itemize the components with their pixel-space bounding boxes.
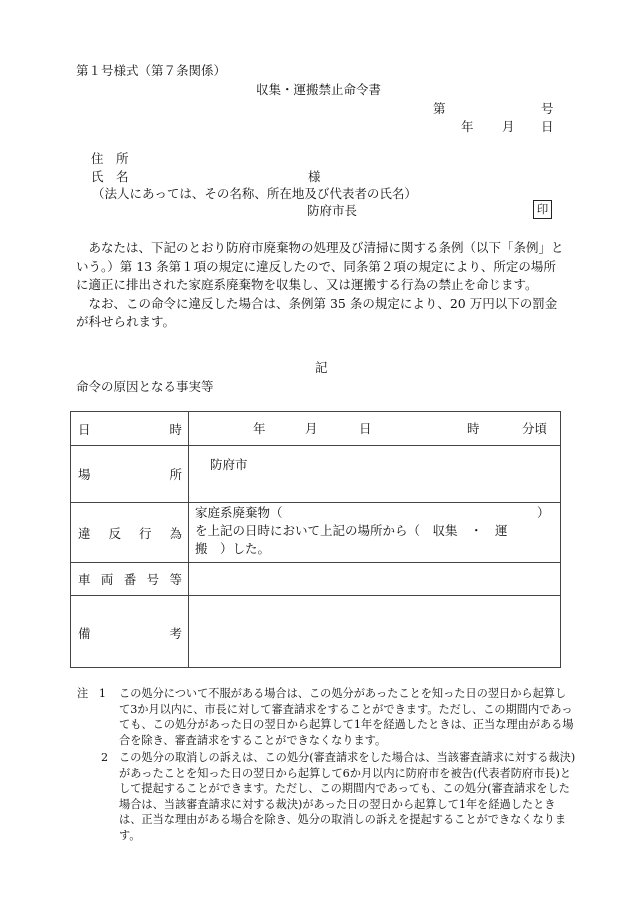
- value-place: [189, 446, 561, 503]
- order-paragraph-2: なお、この命令に違反した場合は、条例第 35 条の規定により、20 万円以下の罰金が科せられます。: [76, 295, 558, 329]
- order-paragraph-1: あなたは、下記のとおり防府市廃棄物の処理及び清掃に関する条例（以下「条例」という。）第 13 条第１項の規定に違反したので、同条第２項の規定により、所定の場所に適正に排出された家庭系廃棄物を収集し、又は運搬する行為の禁止を命じます。: [76, 240, 564, 292]
- seal-stamp-box: 印: [533, 200, 552, 219]
- note-item: [77, 750, 577, 843]
- violation-waste-suffix: ）: [537, 505, 550, 520]
- note-text-2: この処分の取消しの訴えは、この処分(審査請求をした場合は、当該審査請求に対する裁決)があったことを知った日の翌日から起算して6か月以内に防府市を被告(代表者防府市長)として提起することができます。ただし、この期間内であっても、この処分(審査請求をした場合は、当該審査請求に対する裁決)があった日の翌日から起算して1年を経過したときは、正当な理由がある場合を除き、処分の取消しの訴えを提起することができなくなります。: [119, 751, 576, 842]
- label-char: 号: [146, 572, 160, 587]
- label-char: 等: [169, 572, 182, 587]
- datetime-hour: 時: [467, 421, 480, 436]
- violation-line-2: を上記の日時において上記の場所から（ 収集 ・ 運: [195, 523, 508, 538]
- value-datetime: [189, 412, 561, 446]
- order-body: [76, 239, 568, 332]
- date-year-label: 年: [461, 119, 474, 134]
- issuer-name: 防府市長: [307, 203, 358, 218]
- datetime-year: 年: [253, 421, 266, 436]
- label-char: 反: [108, 525, 121, 541]
- row-vehicle: [71, 563, 561, 596]
- violation-waste-prefix: 家庭系廃棄物（: [195, 505, 283, 520]
- label-char: 場: [78, 467, 91, 482]
- value-vehicle: [189, 563, 561, 596]
- row-place: [71, 446, 561, 503]
- datetime-month: 月: [305, 421, 318, 436]
- place-value: 防府市: [210, 457, 248, 472]
- label-char: 所: [169, 467, 182, 482]
- note-prefix: 注 1: [77, 687, 106, 700]
- name-label: 氏 名: [91, 169, 129, 184]
- label-char: 時: [169, 421, 182, 437]
- label-char: 車: [78, 572, 91, 587]
- date-day-label: 日: [541, 119, 554, 134]
- value-remarks: [189, 596, 561, 668]
- label-char: 両: [100, 572, 114, 587]
- document-title: 収集・運搬禁止命令書: [256, 82, 382, 97]
- label-vehicle: [71, 563, 189, 596]
- note-text-1: この処分について不服がある場合は、この処分があったことを知った日の翌日から起算して3か月以内に、市長に対して審査請求をすることができます。ただし、この期間内であっても、この処分があった日の翌日から起算して1年を経過したときは、正当な理由がある場合を除き、審査請求をすることができなくなります。: [119, 687, 574, 747]
- facts-table: [70, 411, 561, 668]
- label-remarks: [71, 596, 189, 668]
- note-item: [77, 686, 577, 748]
- record-heading: 記: [315, 360, 328, 375]
- date-month-label: 月: [502, 119, 515, 134]
- label-datetime: [71, 412, 189, 446]
- violation-line-3: 搬 ）した。: [195, 541, 271, 556]
- label-char: 行: [138, 525, 152, 541]
- label-char: 番: [123, 572, 137, 587]
- record-subheading: 命令の原因となる事実等: [76, 379, 214, 394]
- form-number-label: 第１号様式（第７条関係）: [76, 63, 227, 78]
- label-char: 日: [78, 421, 91, 437]
- label-place: [71, 446, 189, 503]
- row-remarks: [71, 596, 561, 668]
- corporate-note: （法人にあっては、その名称、所在地及び代表者の氏名）: [92, 186, 417, 201]
- value-violation: [189, 503, 561, 563]
- row-violation: [71, 503, 561, 563]
- datetime-minute: 分頃: [522, 421, 548, 436]
- label-char: 備: [78, 626, 91, 641]
- address-label: 住 所: [91, 151, 129, 166]
- datetime-day: 日: [359, 421, 372, 436]
- label-char: 違: [78, 525, 91, 541]
- document-number-prefix: 第: [433, 101, 446, 116]
- label-violation: [71, 503, 189, 563]
- notes-section: [77, 686, 577, 843]
- note-number-2: 2: [101, 751, 109, 764]
- document-number-suffix: 号: [541, 101, 554, 116]
- honorific-label: 様: [308, 169, 321, 184]
- label-char: 為: [169, 525, 182, 541]
- label-char: 考: [169, 626, 182, 641]
- row-datetime: [71, 412, 561, 446]
